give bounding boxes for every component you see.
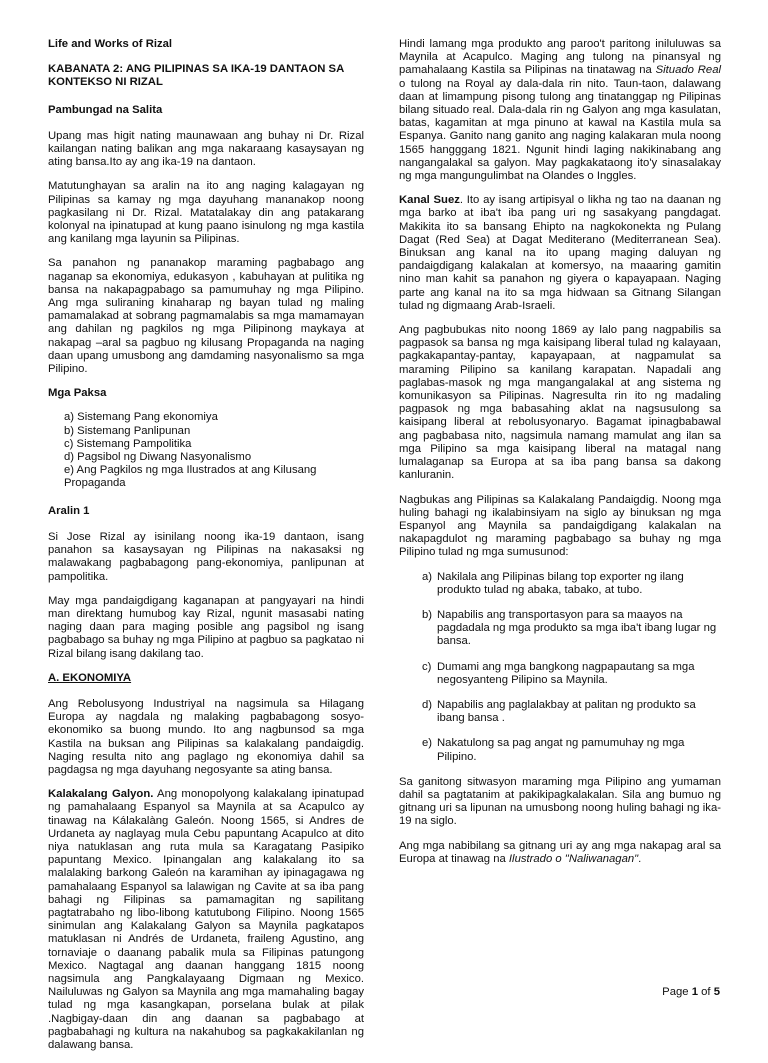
ilustrado-paragraph — [399, 840, 721, 866]
total-pages: 5 — [713, 986, 720, 998]
effect-marker: b) — [422, 608, 433, 621]
lesson-paragraph-2: May mga pandaigdigang kaganapan at pangyayari na hindi man direktang humubog kay Rizal, ngunit masasabi nating naging daan para maging posible ang pagsibol ng isang pagbabago sa buhay ng mga Pilipino at pagbuo sa pagkatao ni Rizal bilang isang dakilang tao. — [48, 594, 364, 660]
galleon-text: Ang monopolyong kalakalang ipinatupad ng pamahalaang Espanyol sa Maynila at sa Acapulco ay tinawag na Kálakalàng Galeón. Noong 1565, si Andres de Urdaneta ay naglayag mula Cebu papuntang Acapulco at dito niya natuklasan ang ruta mula sa Karagatang Pasipiko papuntang Mexico. Ipinangalan ang kalakalang ito sa malalaking barkong Galeón na karamihan ay ipinagagawa ng pamahalaang Espanyol sa lalawigan ng Cavite at sa iba pang bahagi ng Filipinas sa pamamagitan ng sapilitang pagtatrabaho ng libo-libong katutubong Filipino. Noong 1565 sinimulan ang Kalakalang Galyon sa Maynila pagkatapos matuklasan ni Andrés de Urdaneta, fraileng Agustino, ang tornaviaje o daanang pabalik mula sa Filipinas patungong Mexico. Nagtagal ang daanan hanggang 1815 noong nagsimula ang Pangkalayaang Digmaan ng Mexico. Nailuluwas ng Galyon sa Maynila ang mga mamahaling bagay tulad ng mga kasangkapan, porselana bulak at pilak .Nagbigay-daan din ang daanan sa pagbabago at pagbabahagi ng kultura na nakahubog sa pagkakakilanlan ng dalawang bansa. — [48, 788, 364, 1051]
chapter-title: KABANATA 2: ANG PILIPINAS SA IKA-19 DANTAON SA KONTEKSO NI RIZAL — [48, 63, 344, 89]
effect-text: Dumami ang mga bangkong nagpapautang sa mga negosyanteng Pilipino sa Maynila. — [437, 660, 695, 686]
page-word: Page — [662, 986, 689, 998]
suez-paragraph — [399, 194, 721, 313]
lesson-paragraph-1: Si Jose Rizal ay isinilang noong ika-19 dantaon, isang panahon sa kasaysayan ng Pilipinas na nakasaksi ng malawakang pagbabagong pang-ekonomiya, panlipunan at pampolitika. — [48, 530, 364, 583]
suez-text: . Ito ay isang artipisyal o likha ng tao na daanan ng mga barko at iba't iba pang uri ng sasakyang pangdagat. Makikita ito sa bansang Ehipto na nagkokonekta ng Pulang Dagat (Red Sea) at Dagat Mediterano (Mediterranean Sea). Binuksan ang kanal na ito upang maging daluyan ng pandaigdigang kalakalan at komersyo, na maaaring gamitin nino man kahit sa panahon ng giyera o kapayapaan. Naging parte ang kanal na ito sa mga hidwaan sa Gitnang Silangan tulad ng digmaang Arab-Israeli. — [399, 194, 721, 312]
effect-item — [399, 661, 721, 687]
effect-item — [399, 737, 721, 763]
intro-paragraph-1: Upang mas higit nating maunawaan ang buhay ni Dr. Rizal kailangan nating balikan ang mga nakaraang kasaysayan ng ating bansa.Ito ay ang ika-19 na dantaon. — [48, 129, 364, 169]
lesson-heading: Aralin 1 — [48, 504, 90, 517]
intro-heading: Pambungad na Salita — [48, 103, 163, 116]
ilustrado-text-before: Ang mga nabibilang sa gitnang uri ay ang mga nakapag aral sa Europa at tinawag na — [399, 839, 721, 865]
ilustrado-text-after: . — [638, 852, 642, 865]
effect-text: Nakatulong sa pag angat ng pamumuhay ng mga Pilipino. — [437, 737, 685, 763]
topic-item: d) Pagsibol ng Diwang Nasyonalismo — [64, 451, 252, 464]
canal-opening-paragraph: Ang pagbubukas nito noong 1869 ay lalo pang nagpabilis sa pagpasok sa bansa ng mga kaisipang liberal tulad ng kalayaan, pagkakapantay-pantay, kapayapaan, at nagpamulat sa maraming Pilipino sa kanilang karapatan. Napadali ang paglabas-masok ng mga mangangalakal at ang sistema ng komunikasyon sa Pilipinas. Nagresulta rin ito ng madaling pagpasok ng mga babasahing aklat na nagsusulong sa kaisipang liberal at rebolusyonaryo. Bagamat ipinagbabawal ang pagbabasa nito, nagsimula namang mamulat ang ilan sa mga Pilipino sa mga kaisipang liberal na matagal nang lumalaganap sa Europa at sa iba pang bansa sa dakong kanluranin. — [399, 324, 721, 482]
effect-marker: c) — [422, 660, 432, 673]
effect-text: Nakilala ang Pilipinas bilang top exporter ng ilang produkto tulad ng abaka, tabako, at tubo. — [437, 570, 684, 596]
document-title: Life and Works of Rizal — [48, 38, 173, 50]
effect-item — [399, 699, 721, 725]
intro-paragraph-3: Sa panahon ng pananakop maraming pagbabago ang naganap sa ekonomiya, edukasyon , kabuhayan at pulitika ng bansa na nakapagpabago sa pamumuhay ng mga Pilipino. Ang mga suliraning kinaharap ng bayan tulad ng maling pamamalakad at sobrang pagmamalabis sa mga mamamayan ang dahilan ng pagkilos ng mga Pilipinong maykaya at nakapag –aral sa pagbuo ng kilusang Propaganda na naging daan upang umusbong ang damdaming nasyonalismo sa mga Pilipino. — [48, 257, 364, 376]
left-column — [48, 38, 364, 1063]
intro-paragraph-2: Matutunghayan sa aralin na ito ang naging kalagayan ng Pilipinas sa kamay ng mga dayuhang mananakop noong pagkasilang ni Dr. Rizal. Matatalakay din ang patakarang kolonyal na ipinatupad at kung paano isinulong ng mga kastila ang kanilang mga layunin sa Pilipinas. — [48, 180, 364, 246]
middle-class-paragraph: Sa ganitong sitwasyon maraming mga Pilipino ang yumaman dahil sa pagtatanim at pakikipagkalakalan. Sila ang bumuo ng gitnang uri sa lipunan na umusbong noong huling bahagi ng ika-19 na siglo. — [399, 775, 721, 828]
situado-text-before: Hindi lamang mga produkto ang paroo't paritong iniluluwas sa Maynila at Acapulco. Maging ang tulong na pinansyal ng pamahalaang Kastila sa Pilipinas na tinatawag na — [399, 38, 721, 77]
topics-list — [48, 411, 364, 490]
effect-item — [399, 609, 721, 649]
topics-heading: Mga Paksa — [48, 387, 107, 400]
suez-term: Kanal Suez — [399, 194, 460, 207]
situado-text-after: o tulong na Royal ay dala-dala rin nito. Taun-taon, dalawang daan at limampung pisong tulong ang tinatanggap ng Pilipinas bilang situado real. Dala-dala rin ng Galyon ang mga kasulatan, batas, kagamitan at mga pinuno at kawal na Kastila mula sa Espanya. Ganito nang ganito ang naging kalakaran mula noong 1565 hangggang 1821. Ngunit hindi laging nakikinabang ang nangangalakal sa galyon. May pagkakataong ito'y sinasalakay ng mga mangungulimbat na Olandes o Inggles. — [399, 77, 721, 183]
effect-item — [399, 571, 721, 597]
of-word: of — [701, 986, 711, 998]
situado-paragraph — [399, 38, 721, 183]
situado-italic: Situado Real — [655, 64, 721, 77]
effect-text: Napabilis ang paglalakbay at palitan ng produkto sa ibang bansa . — [437, 698, 696, 725]
effect-marker: d) — [422, 698, 433, 711]
economy-heading: A. EKONOMIYA — [48, 671, 132, 684]
current-page: 1 — [691, 986, 698, 998]
world-trade-paragraph: Nagbukas ang Pilipinas sa Kalakalang Pandaigdig. Noong mga huling bahagi ng ikalabinsiyam na siglo ay binuksan ng mga Espanyol ang Maynila sa pandaigdigang kalakalan na nakapagdulot ng maraming pagbabago sa buhay ng mga Pilipino tulad ng mga sumusunod: — [399, 493, 721, 559]
topic-item: b) Sistemang Panlipunan — [64, 424, 191, 437]
effect-marker: e) — [422, 737, 433, 750]
right-column — [399, 38, 721, 877]
topic-item: e) Ang Pagkilos ng mga Ilustrados at ang Kilusang Propaganda — [64, 464, 317, 490]
economy-paragraph: Ang Rebolusyong Industriyal na nagsimula sa Hilagang Europa ay nagdala ng malaking pagbabagong sosyo-ekonomiko sa buong mundo. Ito ang nagbunsod sa mga Kastila na buksan ang Pilipinas sa kalakalang pandaigdig. Naging resulta nito ang paglago ng ekonomiya dahil sa pagdagsa ng mga dayuhang negosyante sa ating bansa. — [48, 697, 364, 776]
galleon-term: Kalakalang Galyon. — [48, 788, 154, 801]
galleon-paragraph — [48, 788, 364, 1052]
topic-item: a) Sistemang Pang ekonomiya — [64, 411, 218, 424]
effect-text: Napabilis ang transportasyon para sa maayos na pagdadala ng mga produkto sa mga iba't ibang lugar ng bansa. — [437, 608, 717, 648]
page-number — [662, 986, 720, 999]
topic-item: c) Sistemang Pampolitika — [64, 437, 192, 450]
effects-list — [399, 571, 721, 764]
effect-marker: a) — [422, 570, 433, 583]
ilustrado-italic: Ilustrado o "Naliwanagan" — [508, 852, 639, 865]
